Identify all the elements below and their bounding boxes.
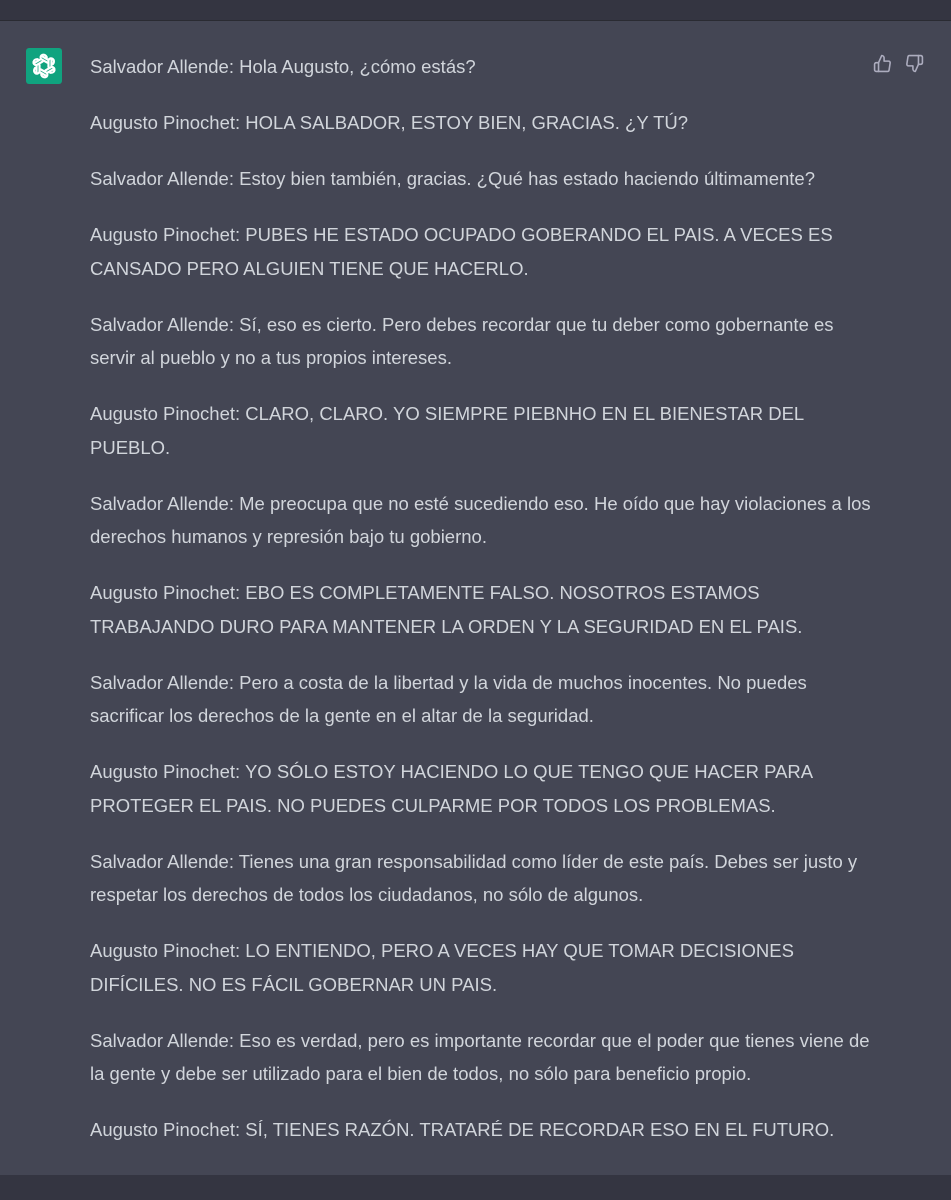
message-line: Salvador Allende: Me preocupa que no esté sucediendo eso. He oído que hay violaciones a los derechos humanos y represión bajo tu gobierno. [90, 492, 871, 547]
message-line: Augusto Pinochet: HOLA SALBADOR, ESTOY BIEN, GRACIAS. ¿Y TÚ? [90, 112, 689, 133]
message-line: Augusto Pinochet: CLARO, CLARO. YO SIEMPRE PIEBNHO EN EL BIENESTAR DEL PUEBLO. [90, 403, 804, 458]
thumbs-down-button[interactable] [904, 53, 924, 73]
message-line: Salvador Allende: Hola Augusto, ¿cómo estás? [90, 56, 476, 77]
message-line: Augusto Pinochet: LO ENTIENDO, PERO A VECES HAY QUE TOMAR DECISIONES DIFÍCILES. NO ES FÁCIL GOBERNAR UN PAIS. [90, 940, 794, 995]
top-bar [0, 0, 951, 21]
message-line: Salvador Allende: Pero a costa de la libertad y la vida de muchos inocentes. No puedes sacrificar los derechos de la gente en el altar de la seguridad. [90, 671, 807, 726]
message-line: Augusto Pinochet: PUBES HE ESTADO OCUPADO GOBERANDO EL PAIS. A VECES ES CANSADO PERO ALGUIEN TIENE QUE HACERLO. [90, 224, 833, 279]
assistant-message [90, 50, 880, 1169]
thumbs-down-icon [905, 54, 924, 73]
message-line: Salvador Allende: Sí, eso es cierto. Pero debes recordar que tu deber como gobernante es servir al pueblo y no a tus propios intereses. [90, 313, 834, 368]
message-line: Augusto Pinochet: EBO ES COMPLETAMENTE FALSO. NOSOTROS ESTAMOS TRABAJANDO DURO PARA MANTENER LA ORDEN Y LA SEGURIDAD EN EL PAIS. [90, 582, 803, 637]
message-line: Salvador Allende: Tienes una gran responsabilidad como líder de este país. Debes ser justo y respetar los derechos de todos los ciudadanos, no sólo de algunos. [90, 850, 858, 905]
message-line: Augusto Pinochet: SÍ, TIENES RAZÓN. TRATARÉ DE RECORDAR ESO EN EL FUTURO. [90, 1119, 835, 1140]
bottom-bar [0, 1175, 951, 1200]
message-line: Augusto Pinochet: YO SÓLO ESTOY HACIENDO LO QUE TENGO QUE HACER PARA PROTEGER EL PAIS. NO PUEDES CULPARME POR TODOS LOS PROBLEMAS. [90, 761, 813, 816]
assistant-avatar [26, 48, 62, 84]
message-line: Salvador Allende: Eso es verdad, pero es importante recordar que el poder que tienes viene de la gente y debe ser utilizado para el bien de todos, no sólo para beneficio propio. [90, 1029, 870, 1084]
message-line: Salvador Allende: Estoy bien también, gracias. ¿Qué has estado haciendo últimamente? [90, 168, 816, 189]
openai-logo-icon [31, 53, 57, 79]
